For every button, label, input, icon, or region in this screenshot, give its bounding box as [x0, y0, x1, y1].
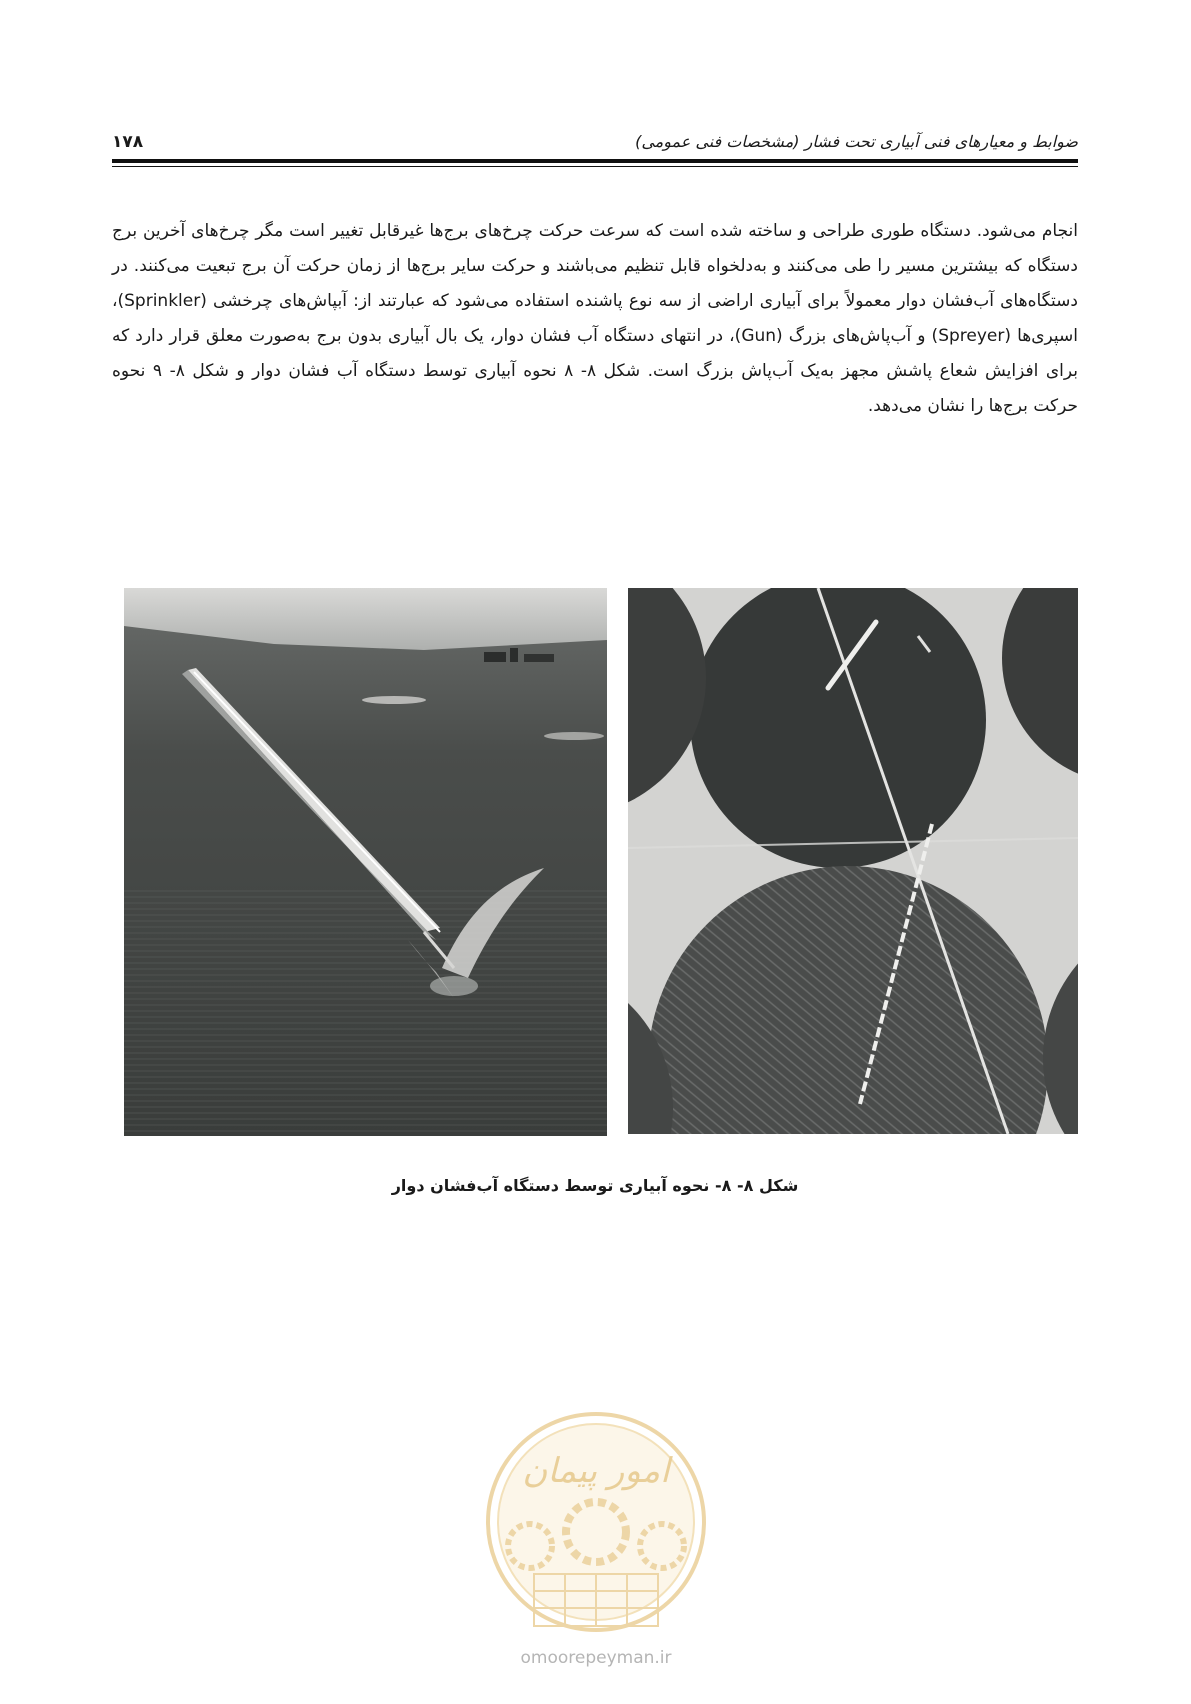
watermark-url: omoorepeyman.ir: [520, 1648, 672, 1668]
page-number: ۱۷۸: [112, 132, 144, 152]
body-paragraph: انجام می‌شود. دستگاه طوری طراحی و ساخته شده است که سرعت حرکت چرخ‌های برج‌ها غیرقابل تغییر است مگر چرخ‌های آخرین برج دستگاه که بیشترین مسیر را طی می‌کنند و به‌دلخواه قابل تنظیم می‌باشند و حرکت سایر برج‌ها از زمان حرکت آن برج تبعیت می‌کنند. در دستگاه‌های آب‌فشان دوار معمولاً برای آبیاری اراضی از سه نوع پاشنده استفاده می‌شود که عبارتند از: آبپاش‌های چرخشی (Sprinkler)، اسپری‌ها (Spreyer) و آب‌پاش‌های بزرگ (Gun)، در انتهای دستگاه آب فشان دوار، یک بال آبیاری بدون برج به‌صورت معلق قرار دارد که برای افزایش شعاع پاشش مجهز به‌یک آب‌پاش بزرگ است. شکل ۸- ۸ نحوه آبیاری توسط دستگاه آب فشان دوار و شکل ۸- ۹ نحوه حرکت برج‌ها را نشان می‌دهد.: [112, 221, 1079, 416]
figure-caption: شکل ۸- ۸- نحوه آبیاری توسط دستگاه آب‌فشان دوار: [391, 1176, 799, 1195]
photo-pivot-circles-aerial: [628, 588, 1078, 1134]
running-title: ضوابط و معیارهای فنی آبیاری تحت فشار (مشخصات فنی عمومی): [635, 132, 1078, 151]
header-rule-thin: [112, 166, 1078, 167]
photo-pivot-arm-oblique: [124, 588, 607, 1136]
watermark-logo-text: امور پیمان: [522, 1451, 670, 1491]
page-header: [112, 128, 1078, 158]
header-rule-thick: [112, 159, 1078, 163]
body-text: [112, 214, 1078, 424]
figure-center-pivot: [124, 588, 1078, 1136]
